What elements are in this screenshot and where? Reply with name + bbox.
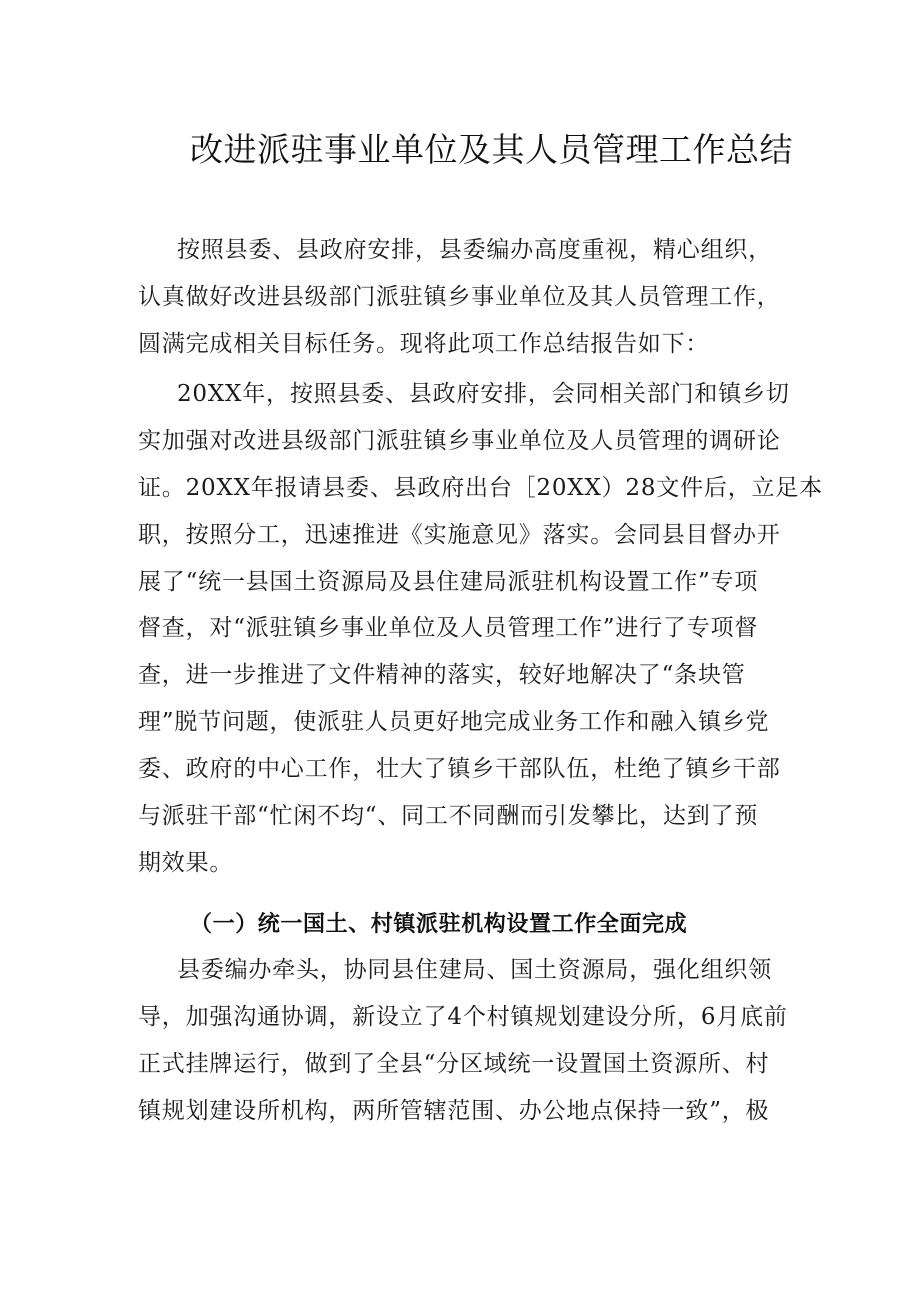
paragraph-line: 按照县委、县政府安排，县委编办高度重视，精心组织， <box>177 237 772 263</box>
paragraph-section1 <box>138 947 788 1135</box>
paragraph-line: 与派驻干部“忙闲不均“、同工不同酬而引发攀比，达到了预 <box>138 803 759 830</box>
document-title: 改进派驻事业单位及其人员管理工作总结 <box>190 130 793 169</box>
paragraph-line: 镇规划建设所机构，两所管辖范围、办公地点保持一致”，极 <box>138 1097 770 1124</box>
paragraph-line: 正式挂牌运行，做到了全县“分区域统一设置国土资源所、村 <box>138 1050 770 1077</box>
paragraph-line: 职，按照分工，迅速推进《实施意见》落实。会同县目督办开 <box>138 521 781 548</box>
paragraph-line: 20XX年，按照县委、县政府安排，会同相关部门和镇乡切 <box>177 381 790 407</box>
paragraph-line: 导，加强沟通协调，新设立了4个村镇规划建设分所，6月底前 <box>138 1003 788 1030</box>
paragraph-line: 实加强对改进县级部门派驻镇乡事业单位及人员管理的调研论 <box>138 427 781 454</box>
section-heading: （一）统一国土、村镇派驻机构设置工作全面完成 <box>190 912 688 937</box>
paragraph-line: 县委编办牵头，协同县住建局、国土资源局，强化组织领 <box>177 957 772 983</box>
paragraph-background <box>138 371 823 887</box>
paragraph-line: 认真做好改进县级部门派驻镇乡事业单位及其人员管理工作， <box>138 283 781 310</box>
paragraph-line: 展了“统一县国土资源局及县住建局派驻机构设置工作”专项 <box>138 568 759 595</box>
paragraph-line: 督查，对“派驻镇乡事业单位及人员管理工作”进行了专项督 <box>138 615 759 642</box>
paragraph-line: 证。20XX年报请县委、县政府出台［20XX）28文件后，立足本 <box>138 474 823 501</box>
paragraph-line: 查，进一步推进了文件精神的落实，较好地解决了“条块管 <box>138 662 746 689</box>
paragraph-line: 理”脱节问题，使派驻人员更好地完成业务工作和融入镇乡党 <box>138 709 770 736</box>
paragraph-line: 圆满完成相关目标任务。现将此项工作总结报告如下： <box>138 330 710 357</box>
paragraph-intro <box>138 227 781 368</box>
paragraph-line: 委、政府的中心工作，壮大了镇乡干部队伍，杜绝了镇乡干部 <box>138 756 781 783</box>
paragraph-line: 期效果。 <box>138 849 234 876</box>
